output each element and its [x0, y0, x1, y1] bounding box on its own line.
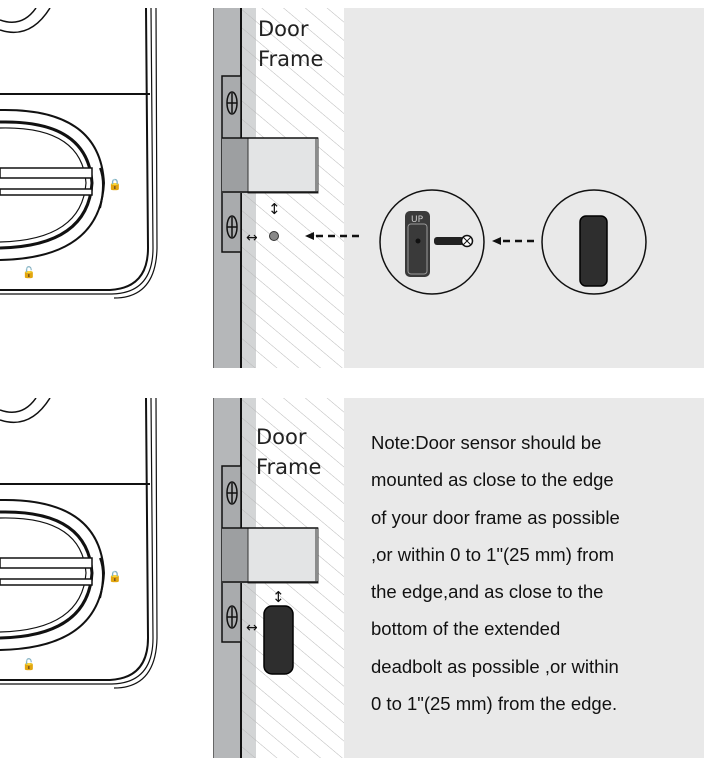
note-line: mounted as close to the edge	[371, 469, 614, 491]
mounting-screw-icon	[434, 236, 473, 247]
door-sensor-mounted	[264, 606, 293, 674]
note-line: bottom of the extended	[371, 618, 561, 640]
vertical-arrow-icon: ↕	[268, 200, 281, 218]
door-sensor	[580, 216, 607, 286]
smart-lock-body	[0, 8, 157, 298]
unlock-icon: 🔓	[22, 266, 36, 279]
panel-bg	[344, 8, 704, 368]
horizontal-arrow-icon: ↔	[246, 620, 258, 636]
vertical-arrow-icon: ↕	[272, 588, 285, 606]
note-line: ,or within 0 to 1"(25 mm) from	[371, 543, 615, 565]
mount-point	[270, 232, 279, 241]
mounting-note	[371, 424, 701, 722]
horizontal-arrow-icon: ↔	[246, 230, 258, 246]
note-line: deadbolt as possible ,or within	[371, 655, 619, 677]
unlock-icon: 🔓	[22, 658, 36, 671]
note-line: the edge,and as close to the	[371, 581, 604, 603]
lock-icon: 🔒	[108, 178, 122, 191]
note-line: of your door frame as possible	[371, 506, 620, 528]
note-line: 0 to 1"(25 mm) from the edge.	[371, 693, 618, 715]
note-line: Note:Door sensor should be	[371, 432, 602, 453]
panel-step-1	[0, 8, 709, 368]
frame-label: Door Frame	[256, 425, 322, 479]
up-badge: UP	[410, 215, 424, 225]
diagram-step-1	[0, 8, 709, 368]
smart-lock-body	[0, 398, 157, 688]
lock-icon: 🔒	[108, 570, 122, 583]
frame-label: Door Frame	[258, 17, 324, 71]
